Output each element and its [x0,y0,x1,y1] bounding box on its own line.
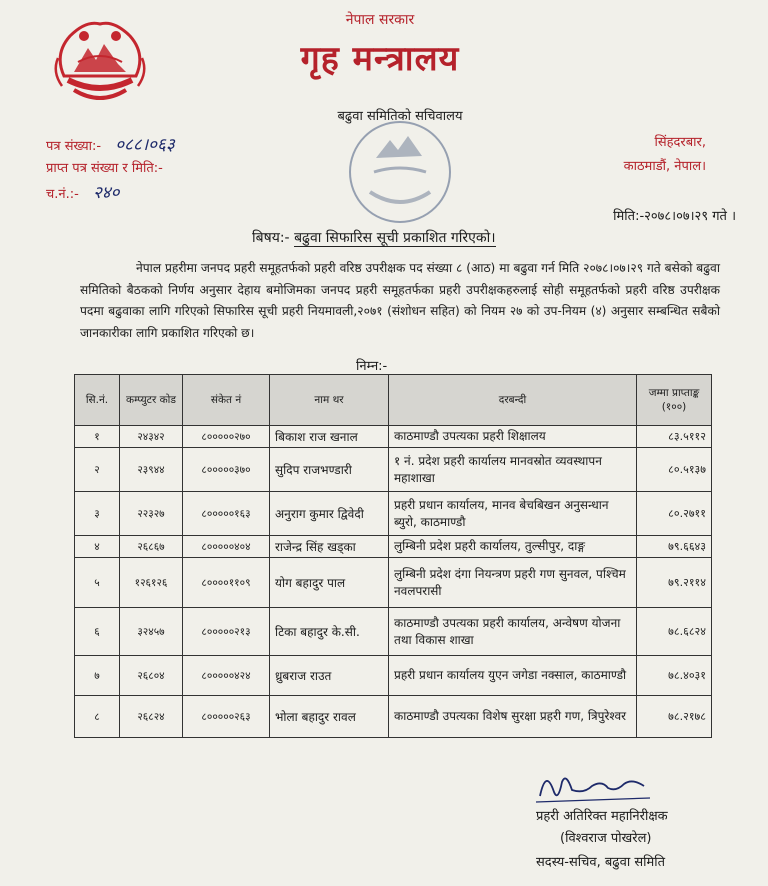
cell-symbol-number: ८०००००३७० [183,448,270,492]
column-header-posting: दरबन्दी [389,375,637,426]
cell-name: टिका बहादुर के.सी. [270,608,389,656]
cell-serial: ८ [75,696,120,738]
cell-computer-code: २६८६७ [120,536,183,558]
cell-name: अनुराग कुमार द्विवेदी [270,492,389,536]
signatory-title: प्रहरी अतिरिक्त महानिरीक्षक [536,809,668,824]
dispatch-number-label: च.नं.:- [46,187,79,202]
cell-posting: प्रहरी प्रधान कार्यालय, मानव बेचबिखन अनुसन्धान ब्युरो, काठमाण्डौ [389,492,637,536]
dispatch-number-value: २४० [92,183,120,203]
address-line-1: सिंहदरबार, [654,135,706,150]
secretariat-heading: बढुवा समितिको सचिवालय [337,109,463,124]
letter-number-line [46,132,175,155]
column-header-name: नाम थर [270,375,389,426]
received-letter-label: प्राप्त पत्र संख्या र मिति:- [46,161,163,176]
cell-name: राजेन्द्र सिंह खड्का [270,536,389,558]
letter-number-value: ०८८।०६३ [115,135,175,155]
cell-total-marks: ७८.२१७८ [637,696,712,738]
recommendation-table [74,374,712,738]
table-row [75,656,712,696]
below-label: निम्न:- [356,356,387,375]
nepal-emblem-icon [44,14,156,114]
cell-name: ध्रुबराज राउत [270,656,389,696]
body-paragraph: नेपाल प्रहरीमा जनपद प्रहरी समूहतर्फको प्रहरी वरिष्ठ उपरीक्षक पद संख्या ८ (आठ) मा बढुवा गर्न मिति २०७८।०७।२९ गते बसेको बढुवा समितिको बैठकको निर्णय अनुसार देहाय बमोजिमका जनपद प्रहरी समूहतर्फका प्रहरी उपरीक्षकहरुलाई सोही समूहतर्फको प्रहरी वरिष्ठ उपरीक्षक पदमा बढुवाका लागि गरिएको सिफारिस सूची प्रहरी नियमावली,२०७१ (संशोधन सहित) को नियम २७ को उप-नियम (४) अनुसार सम्बन्धित सबैको जानकारीका लागि प्रकाशित गरिएको छ। [80,261,720,340]
cell-posting: १ नं. प्रदेश प्रहरी कार्यालय मानवस्रोत व्यवस्थापन महाशाखा [389,448,637,492]
cell-symbol-number: ८०००००२७० [183,426,270,448]
cell-name: भोला बहादुर रावल [270,696,389,738]
ministry-title: गृह मन्त्रालय [300,39,460,79]
cell-serial: ७ [75,656,120,696]
letter-date: मिति:-२०७८।०७।२९ गते । [613,209,736,224]
cell-computer-code: २३९४४ [120,448,183,492]
cell-name: योग बहादुर पाल [270,558,389,608]
letter-number-label: पत्र संख्या:- [46,139,102,154]
column-header-computer-code: कम्प्युटर कोड [120,375,183,426]
cell-serial: ४ [75,536,120,558]
cell-name: सुदिप राजभण्डारी [270,448,389,492]
cell-computer-code: २४३४२ [120,426,183,448]
official-stamp-icon [340,112,460,232]
cell-computer-code: २६८२४ [120,696,183,738]
signatory-name: (विश्वराज पोखरेल) [560,831,652,846]
cell-symbol-number: ८०००००२६३ [183,696,270,738]
cell-symbol-number: ८०००००४२४ [183,656,270,696]
cell-serial: २ [75,448,120,492]
table-row [75,536,712,558]
cell-serial: ६ [75,608,120,656]
cell-serial: १ [75,426,120,448]
cell-total-marks: ८०.२७११ [637,492,712,536]
table-row [75,608,712,656]
cell-posting: लुम्बिनी प्रदेश प्रहरी कार्यालय, तुल्सीपुर, दाङ्ग [389,536,637,558]
cell-serial: ५ [75,558,120,608]
subject-text: बढुवा सिफारिस सूची प्रकाशित गरिएको। [294,230,496,246]
cell-posting: काठमाण्डौ उपत्यका प्रहरी कार्यालय, अन्वेषण योजना तथा विकास शाखा [389,608,637,656]
column-header-serial: सि.नं. [75,375,120,426]
table-row [75,426,712,448]
table-row [75,558,712,608]
table-row [75,492,712,536]
address-line-2: काठमाडौं, नेपाल। [623,159,706,174]
cell-symbol-number: ८०००००१६३ [183,492,270,536]
cell-total-marks: ८०.५१३७ [637,448,712,492]
signatory-role: सदस्य-सचिव, बढुवा समिति [536,855,666,870]
cell-symbol-number: ८०००००४०४ [183,536,270,558]
cell-computer-code: १२६१२६ [120,558,183,608]
table-row [75,448,712,492]
subject-line [252,228,496,247]
cell-computer-code: ३२४५७ [120,608,183,656]
column-header-symbol-number: संकेत नं [183,375,270,426]
dispatch-number-line [46,180,119,203]
cell-total-marks: ७९.२११४ [637,558,712,608]
cell-computer-code: २२३२७ [120,492,183,536]
cell-posting: काठमाण्डौ उपत्यका प्रहरी शिक्षालय [389,426,637,448]
cell-total-marks: ७८.४०३१ [637,656,712,696]
cell-total-marks: ७९.६६४३ [637,536,712,558]
cell-symbol-number: ८०००००२१३ [183,608,270,656]
signature-scribble-icon [532,762,652,806]
table-header-row [75,375,712,426]
cell-total-marks: ७८.६८२४ [637,608,712,656]
cell-serial: ३ [75,492,120,536]
column-header-total-marks: जम्मा प्राप्ताङ्क (१००) [637,375,712,426]
subject-label: बिषय:- [252,230,290,246]
government-heading: नेपाल सरकार [345,12,415,28]
cell-posting: लुम्बिनी प्रदेश दंगा नियन्त्रण प्रहरी गण सुनवल, पश्चिम नवलपरासी [389,558,637,608]
cell-name: बिकाश राज खनाल [270,426,389,448]
cell-posting: काठमाण्डौ उपत्यका विशेष सुरक्षा प्रहरी गण, त्रिपुरेश्वर [389,696,637,738]
cell-total-marks: ८३.५११२ [637,426,712,448]
cell-posting: प्रहरी प्रधान कार्यालय युएन जगेडा नक्साल, काठमाण्डौ [389,656,637,696]
table-row [75,696,712,738]
cell-symbol-number: ८००००११०९ [183,558,270,608]
cell-computer-code: २६८०४ [120,656,183,696]
